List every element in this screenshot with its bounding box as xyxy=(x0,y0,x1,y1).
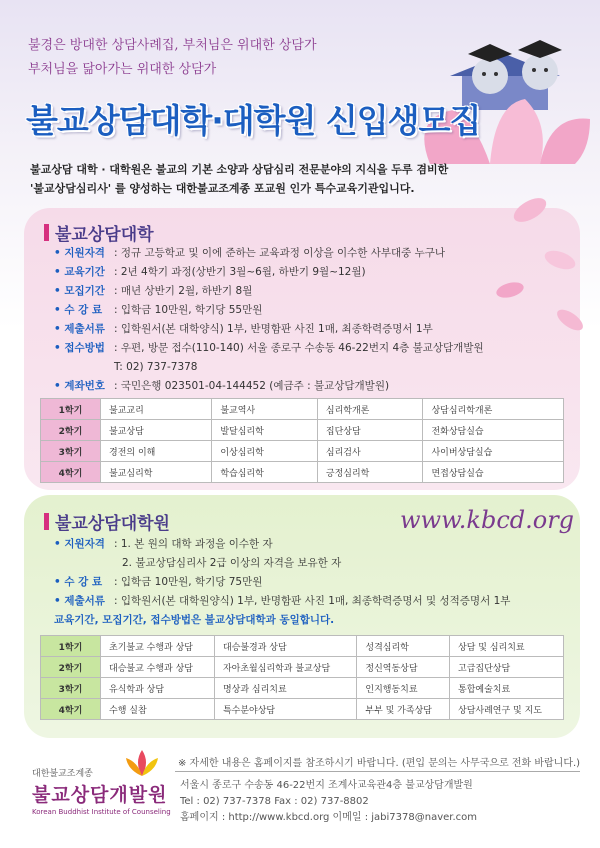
org-logo xyxy=(22,746,172,836)
info-row xyxy=(54,592,510,611)
info-value: : 국민은행 023501-04-144452 (예금주 : 불교상담개발원) xyxy=(114,380,390,392)
course-cell: 경전의 이해 xyxy=(101,441,212,462)
college-title-text: 불교상담대학 xyxy=(55,225,154,245)
info-value: : 입학원서(본 대학원양식) 1부, 반명함판 사진 1매, 최종학력증명서 및 성적증명서 1부 xyxy=(114,595,511,607)
info-label: • 지원자격 xyxy=(54,244,114,263)
course-cell: 불교상담 xyxy=(101,420,212,441)
course-cell: 상담심리학개론 xyxy=(423,399,564,420)
info-row xyxy=(54,377,484,396)
info-value: : 2년 4학기 과정(상반기 3월~6월, 하반기 9월~12월) xyxy=(114,266,366,278)
footer-tel: Tel : 02) 737-7378 Fax : 02) 737-8802 xyxy=(180,796,369,807)
grad-title xyxy=(44,509,170,534)
table-row xyxy=(41,699,564,720)
petal-icon xyxy=(495,280,526,301)
info-value: : 우편, 방문 접수(110-140) 서울 종로구 수송동 46-22번지 4층 불교상담개발원 xyxy=(114,342,484,354)
footer-web[interactable]: 홈페이지 : http://www.kbcd.org 이메일 : jabi7378@naver.com xyxy=(180,812,477,823)
graduate-face-icon xyxy=(472,58,508,94)
course-cell: 초기불교 수행과 상담 xyxy=(101,636,215,657)
info-label: • 수 강 료 xyxy=(54,573,114,592)
info-value: : 매년 상반기 2월, 하반기 8월 xyxy=(114,285,253,297)
info-value: : 입학원서(본 대학양식) 1부, 반명함판 사진 1매, 최종학력증명서 1부 xyxy=(114,323,433,335)
info-row xyxy=(54,263,484,282)
semester-cell: 2학기 xyxy=(41,657,101,678)
course-cell: 명상과 심리치료 xyxy=(214,678,356,699)
course-cell: 유식학과 상담 xyxy=(101,678,215,699)
footer-divider xyxy=(175,771,580,772)
intro-text xyxy=(30,160,490,198)
course-cell: 성격심리학 xyxy=(357,636,450,657)
petal-icon xyxy=(542,247,578,273)
page-title: 불교상담대학·대학원 신입생모집 xyxy=(26,101,481,140)
info-label: • 제출서류 xyxy=(54,592,114,611)
info-value: : 입학금 10만원, 학기당 75만원 xyxy=(114,576,263,588)
intro-line-1: 불교상담 대학 · 대학원은 불교의 기본 소양과 상담심리 전문분야의 지식을 두루 겸비한 xyxy=(30,163,449,176)
college-curriculum-table xyxy=(40,398,564,483)
semester-cell: 4학기 xyxy=(41,699,101,720)
grad-info xyxy=(54,535,510,630)
info-row xyxy=(54,535,510,554)
petal-icon xyxy=(554,306,587,335)
grad-title-text: 불교상담대학원 xyxy=(55,514,170,534)
lotus-petal-icon xyxy=(540,119,590,164)
course-cell: 발달심리학 xyxy=(212,420,318,441)
slogan xyxy=(28,34,317,82)
info-label: • 계좌번호 xyxy=(54,377,114,396)
logo-name: 불교상담개발원 xyxy=(32,784,168,806)
semester-cell: 4학기 xyxy=(41,462,101,483)
college-title xyxy=(44,220,154,245)
course-cell: 상담 및 심리치료 xyxy=(450,636,564,657)
course-cell: 통합예술치료 xyxy=(450,678,564,699)
falling-petals-illustration xyxy=(440,170,600,350)
table-row xyxy=(41,399,564,420)
table-row xyxy=(41,678,564,699)
info-label: • 접수방법 xyxy=(54,339,114,358)
course-cell: 이상심리학 xyxy=(212,441,318,462)
website-link[interactable]: www.kbcd.org xyxy=(400,506,575,534)
info-row xyxy=(54,339,484,358)
logo-org: 대한불교조계종 xyxy=(32,769,93,779)
course-cell: 긍정심리학 xyxy=(317,462,423,483)
footer-address: 서울시 종로구 수송동 46-22번지 조계사교육관4층 불교상담개발원 xyxy=(180,780,473,791)
info-row xyxy=(54,611,510,630)
table-row xyxy=(41,420,564,441)
course-cell: 상담사례연구 및 지도 xyxy=(450,699,564,720)
course-cell: 인지행동치료 xyxy=(357,678,450,699)
info-row xyxy=(54,244,484,263)
course-cell: 불교역사 xyxy=(212,399,318,420)
course-cell: 대승불교 수행과 상담 xyxy=(101,657,215,678)
info-value: : 입학금 10만원, 학기당 55만원 xyxy=(114,304,263,316)
course-cell: 전화상담실습 xyxy=(423,420,564,441)
graduation-cap-icon xyxy=(518,40,562,58)
info-value: : 1. 본 원의 대학 과정을 이수한 자 xyxy=(114,538,273,550)
info-label: • 지원자격 xyxy=(54,535,114,554)
logo-english: Korean Buddhist Institute of Counseling xyxy=(32,808,171,816)
table-row xyxy=(41,657,564,678)
course-cell: 자아초월심리학과 불교상담 xyxy=(214,657,356,678)
semester-cell: 3학기 xyxy=(41,678,101,699)
course-cell: 학습심리학 xyxy=(212,462,318,483)
table-row xyxy=(41,636,564,657)
semester-cell: 3학기 xyxy=(41,441,101,462)
course-cell: 심리검사 xyxy=(317,441,423,462)
info-label: • 제출서류 xyxy=(54,320,114,339)
table-row xyxy=(41,462,564,483)
intro-line-2: '불교상담심리사' 를 양성하는 대한불교조계종 포교원 인가 특수교육기관입니다. xyxy=(30,182,415,195)
info-sub-value: T: 02) 737-7378 xyxy=(114,361,198,373)
info-sub-value: 2. 불교상담심리사 2급 이상의 자격을 보유한 자 xyxy=(122,557,342,569)
course-cell: 정신역동상담 xyxy=(357,657,450,678)
info-row xyxy=(54,573,510,592)
info-label: • 수 강 료 xyxy=(54,301,114,320)
course-cell: 심리학개론 xyxy=(317,399,423,420)
info-label: • 교육기간 xyxy=(54,263,114,282)
footer-note: ※ 자세한 내용은 홈페이지를 참조하시기 바랍니다. (편입 문의는 사무국으로 전화 바랍니다.) xyxy=(178,758,581,769)
title-bar-icon xyxy=(44,513,49,530)
slogan-line-2: 부처님을 닮아가는 위대한 상담가 xyxy=(28,62,217,77)
info-row xyxy=(54,282,484,301)
semester-cell: 1학기 xyxy=(41,636,101,657)
semester-cell: 1학기 xyxy=(41,399,101,420)
course-cell: 집단상담 xyxy=(317,420,423,441)
course-cell: 면접상담실습 xyxy=(423,462,564,483)
slogan-line-1: 불경은 방대한 상담사례집, 부처님은 위대한 상담가 xyxy=(28,38,317,53)
course-cell: 불교교리 xyxy=(101,399,212,420)
semester-cell: 2학기 xyxy=(41,420,101,441)
info-row-sub xyxy=(54,554,510,573)
course-cell: 사이버상담실습 xyxy=(423,441,564,462)
info-row xyxy=(54,320,484,339)
course-cell: 수행 실참 xyxy=(101,699,215,720)
petal-icon xyxy=(510,193,550,227)
info-label: • 모집기간 xyxy=(54,282,114,301)
grad-curriculum-table xyxy=(40,635,564,720)
info-value: : 정규 고등학교 및 이에 준하는 교육과정 이상을 이수한 사부대중 누구나 xyxy=(114,247,446,259)
table-row xyxy=(41,441,564,462)
course-cell: 부부 및 가족상담 xyxy=(357,699,450,720)
footer-contact xyxy=(180,778,477,826)
course-cell: 특수분야상담 xyxy=(214,699,356,720)
title-bar-icon xyxy=(44,224,49,241)
info-row xyxy=(54,301,484,320)
grad-note: 교육기간, 모집기간, 접수방법은 불교상담대학과 동일합니다. xyxy=(54,614,335,626)
graduate-face-icon xyxy=(522,54,558,90)
info-row-sub xyxy=(54,358,484,377)
college-info xyxy=(54,244,484,396)
course-cell: 대승불경과 상담 xyxy=(214,636,356,657)
course-cell: 고급집단상담 xyxy=(450,657,564,678)
course-cell: 불교심리학 xyxy=(101,462,212,483)
